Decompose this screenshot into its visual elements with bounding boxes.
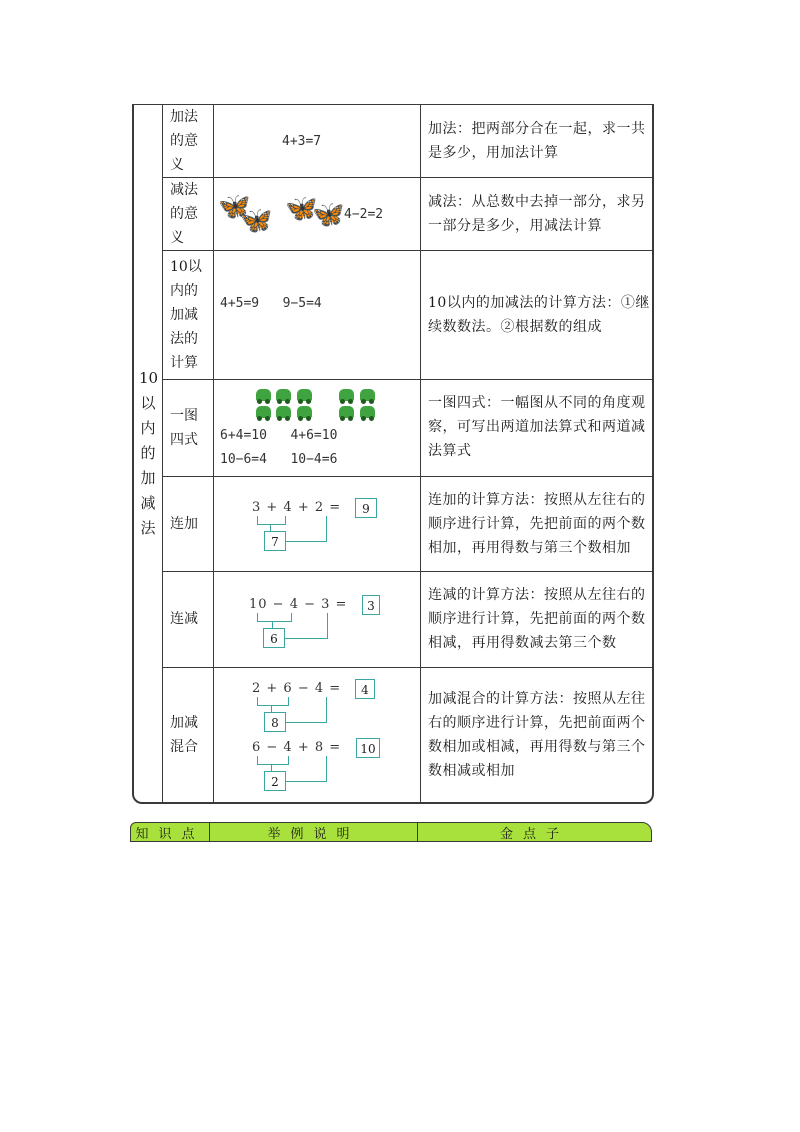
bracket xyxy=(286,756,327,782)
row-divider xyxy=(162,250,653,251)
equation: 3 + 4 + 2 = xyxy=(252,500,342,515)
row-label: 减法的意义 xyxy=(170,181,198,246)
row-divider xyxy=(162,476,653,477)
example-within-ten: 4+5=9 9−5=4 xyxy=(220,296,322,311)
row-label: 10以内的加减法的计算 xyxy=(170,258,202,371)
equation: 10 − 4 − 3 = xyxy=(249,597,348,612)
car-icon xyxy=(297,406,312,418)
bracket xyxy=(257,756,289,765)
partial-box: 7 xyxy=(264,531,286,551)
tip-text: 加减混合的计算方法：按照从左往右的顺序进行计算，先把前面两个数相加或相减，再用得数与第三个数相减或相加 xyxy=(428,691,646,779)
row-divider xyxy=(162,379,653,380)
row-divider xyxy=(162,571,653,572)
bracket xyxy=(285,613,328,639)
car-icon xyxy=(256,406,271,418)
car-icon xyxy=(256,389,271,401)
example-subtraction: 4−2=2 xyxy=(344,207,384,222)
example-addition: 4+3=7 xyxy=(282,134,322,149)
result-box: 3 xyxy=(362,595,380,615)
header-knowledge: 知识点 xyxy=(135,826,205,842)
divider xyxy=(420,104,421,802)
header-tips: 金点子 xyxy=(499,826,569,842)
row-label: 一图四式 xyxy=(170,407,198,448)
result-box: 9 xyxy=(355,498,377,518)
bracket xyxy=(286,697,327,723)
car-icon xyxy=(360,406,375,418)
partial-box: 8 xyxy=(264,712,286,732)
equation: 6 − 4 + 8 = xyxy=(252,740,342,755)
tip-text: 加法：把两部分合在一起，求一共是多少，用加法计算 xyxy=(428,121,646,161)
butterfly-icon: 🦋 xyxy=(285,194,318,224)
row-label: 连减 xyxy=(170,611,198,627)
category-label: 10以内的加减法 xyxy=(139,368,159,537)
tip-text: 连加的计算方法：按照从左往右的顺序进行计算，先把前面的两个数相加，再用得数与第三个数相加 xyxy=(428,492,646,556)
car-icon xyxy=(297,389,312,401)
partial-box: 6 xyxy=(263,628,285,648)
tip-text: 连减的计算方法：按照从左往右的顺序进行计算，先把前面的两个数相减，再用得数减去第三个数 xyxy=(428,587,646,651)
bracket xyxy=(257,516,286,525)
equation: 2 + 6 − 4 = xyxy=(252,681,342,696)
partial-box: 2 xyxy=(264,771,286,791)
category-cell xyxy=(134,104,162,802)
example-line: 6+4=10 4+6=10 xyxy=(220,428,338,443)
tip-text: 一图四式：一幅图从不同的角度观察，可写出两道加法算式和两道减法算式 xyxy=(428,395,646,459)
car-icon xyxy=(339,389,354,401)
divider xyxy=(162,104,163,802)
car-icon xyxy=(276,389,291,401)
tip-text: 减法：从总数中去掉一部分，求另一部分是多少，用减法计算 xyxy=(428,194,646,234)
bracket xyxy=(286,516,327,542)
butterfly-icon: 🦋 xyxy=(218,192,251,222)
car-icon xyxy=(276,406,291,418)
car-icon xyxy=(339,406,354,418)
header-bar xyxy=(130,822,652,842)
row-divider xyxy=(162,177,653,178)
row-label: 连加 xyxy=(170,515,198,532)
row-label: 加减混合 xyxy=(170,714,198,755)
tip-text: 10以内的加减法的计算方法：①继续数数法。②根据数的组成 xyxy=(428,295,650,335)
bracket xyxy=(257,697,289,706)
row-label: 加法的意义 xyxy=(170,108,198,173)
butterfly-icon: 🦋 xyxy=(312,200,345,230)
example-line: 10−6=4 10−4=6 xyxy=(220,452,338,467)
result-box: 10 xyxy=(356,738,380,758)
car-icon xyxy=(360,389,375,401)
header-example: 举例说明 xyxy=(267,826,360,842)
result-box: 4 xyxy=(355,679,375,699)
butterfly-icon: 🦋 xyxy=(240,206,273,236)
row-divider xyxy=(162,667,653,668)
